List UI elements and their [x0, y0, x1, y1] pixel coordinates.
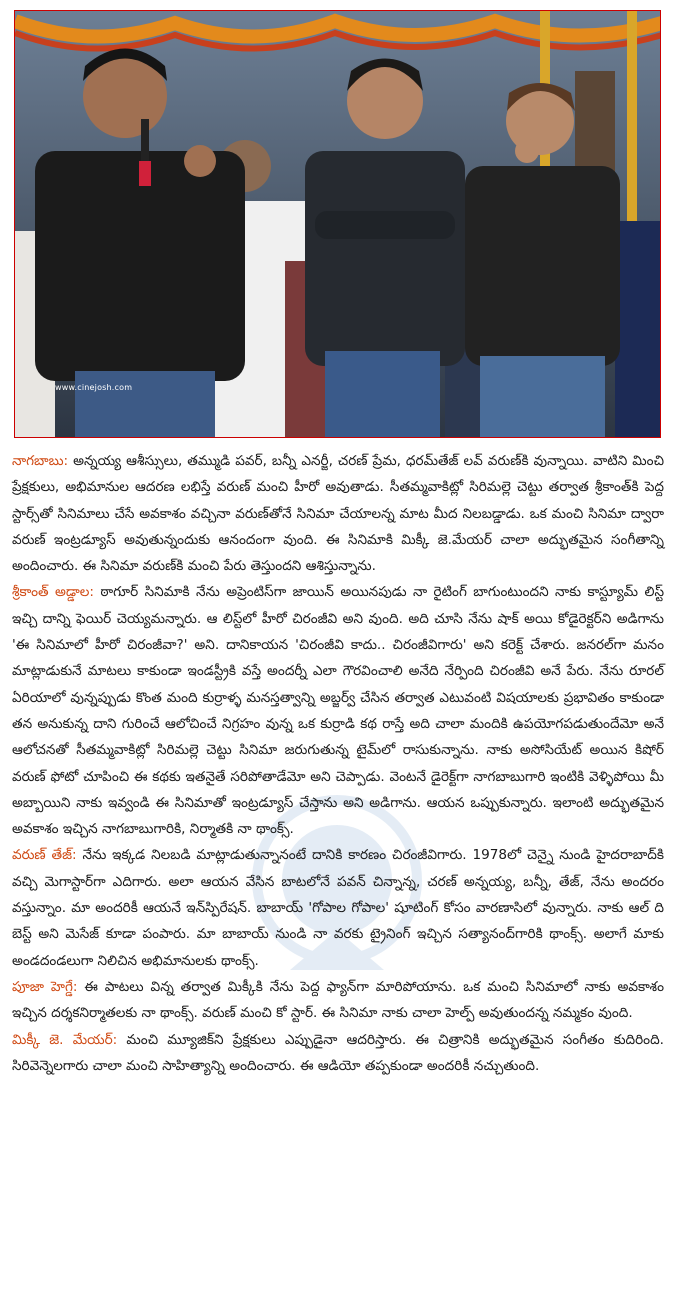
speaker-name: శ్రీకాంత్‌ అడ్డాల:: [12, 584, 94, 601]
article-body: [12, 448, 664, 1079]
paragraph-srikanth-addala: [12, 579, 664, 842]
event-photo-illustration: [15, 11, 661, 438]
speaker-name: మిక్కీ జె. మేయర్‌:: [12, 1031, 118, 1048]
speaker-name: నాగబాబు:: [12, 453, 69, 469]
paragraph-pooja-hegde: [12, 974, 664, 1027]
paragraph-nagababu: [12, 448, 664, 579]
photo-watermark: www.cinejosh.com: [55, 383, 133, 392]
paragraph-text: నేను ఇక్కడ నిలబడి మాట్లాడుతున్నానంటే దానికి కారణం చిరంజీవిగారు. 1978లో చెన్నై నుండి హైదరాబాద్‌కి వచ్చి మెగాస్టార్‌గా ఎదిగారు. అలా ఆయన వేసిన బాటలోనే పవన్‌ చిన్నాన్న, చరణ్‌ అన్నయ్య, బన్నీ, తేజ్‌, నేను అందరం వస్తున్నాం. మా అందరికీ ఆయనే ఇన్‌స్పిరేషన్‌. బాబాయ్‌ 'గోపాల గోపాల' షూటింగ్‌ కోసం వారణాసిలో వున్నారు. నాకు ఆల్‌ ది బెస్ట్‌ అని మెసేజ్‌ కూడా పంపారు. మా బాబాయ్‌ నుండి నా వరకు ట్రైనింగ్‌ ఇచ్చిన సత్యానంద్‌గారికి థాంక్స్‌. అలాగే మాకు అండదండలుగా నిలిచిన అభిమానులకు థాంక్స్‌.: [12, 847, 664, 969]
speaker-name: వరుణ్‌ తేజ్‌:: [12, 847, 77, 864]
paragraph-text: ఠాగూర్‌ సినిమాకి నేను అప్రెంటిస్‌గా జాయిన్‌ అయినపుడు నా రైటింగ్‌ బాగుంటుందని నాకు కాస్ట్యూమ్‌ లిస్ట్‌ ఇచ్చి దాన్ని ఫెయిర్‌ చెయ్యమన్నారు. ఆ లిస్ట్‌లో హీరో చిరంజీవి అని వుంది. అది చూసి నేను షాక్‌ అయి కోడైరెక్టర్‌ని అడిగాను 'ఈ సినిమాలో హీరో చిరంజీవా?' అని. దానికాయన 'చిరంజీవి కాదు.. చిరంజీవిగారు' అని కరెక్ట్‌ చేశారు. జనరల్‌గా మనం మాట్లాడుకునే మాటలు కాకుండా ఇండస్ట్రీకి వస్తే అందర్నీ ఎలా గౌరవించాలి అనేది నేర్పింది చిరంజీవి అనే పేరు. నేను రూరల్‌ ఏరియాలో వున్నప్పుడు కొంత మంది కుర్రాళ్ళ మనస్తత్వాన్ని అబ్జర్వ్‌ చేసిన తర్వాత ఎటువంటి విషయాలకు ప్రభావితం కాకుండా తన అనుకున్న దాని గురించే ఆలోచించే నిగ్రహం వున్న ఒక కుర్రాడి కథ రాస్తే అది చాలా మందికి ఉపయోగపడుతుందేమో అనే ఆలోచనతో సీతమ్మవాకిట్లో సిరిమల్లె చెట్టు సినిమా జరుగుతున్న టైమ్‌లో రాసుకున్నాను. నాకు అసోసియేట్‌ అయిన కిషోర్‌ వరుణ్‌ ఫోటో చూపించి ఈ కథకు ఇతనైతే సరిపోతాడేమో అని చెప్పాడు. వెంటనే డైరెక్ట్‌గా నాగబాబుగారి ఇంటికి వెళ్ళిపోయి మీ అబ్బాయిని నాకు ఇవ్వండి ఈ సినిమాతో ఇంట్రడ్యూస్‌ చేస్తాను అని అడిగాను. ఆయన ఒప్పుకున్నారు. ఇలాంటి అద్భుతమైన అవకాశం ఇచ్చిన నాగబాబుగారికి, నిర్మాతకి నా థాంక్స్‌.: [12, 584, 664, 838]
paragraph-text: మంచి మ్యూజిక్‌ని ప్రేక్షకులు ఎప్పుడైనా ఆదరిస్తారు. ఈ చిత్రానికి అద్భుతమైన సంగీతం కుదిరింది. సిరివెన్నెలగారు చాలా మంచి సాహిత్యాన్ని అందించారు. ఈ ఆడియో తప్పకుండా అందరికీ నచ్చుతుంది.: [12, 1031, 664, 1074]
paragraph-text: ఈ పాటలు విన్న తర్వాత మిక్కీకి నేను పెద్ద ఫ్యాన్‌గా మారిపోయాను. ఒక మంచి సినిమాలో నాకు అవకాశం ఇచ్చిన దర్శకనిర్మాతలకు నా థాంక్స్‌. వరుణ్‌ మంచి కో స్టార్‌. ఈ సినిమా నాకు చాలా హెల్ప్‌ అవుతుందన్న నమ్మకం వుంది.: [12, 978, 664, 1022]
paragraph-varun-tej: [12, 842, 664, 973]
paragraph-text: అన్నయ్య ఆశీస్సులు, తమ్ముడి పవర్‌, బన్నీ ఎనర్జీ, చరణ్‌ ప్రేమ, ధరమ్‌తేజ్‌ లవ్‌ వరుణ్‌కి వున్నాయి. వాటిని మించి ప్రేక్షకులు, అభిమానుల ఆదరణ లభిస్తే వరుణ్‌ మంచి హీరో అవుతాడు. సీతమ్మవాకిట్లో సిరిమల్లె చెట్టు తర్వాత శ్రీకాంత్‌కి పెద్ద స్టార్స్‌తో సినిమాలు చేసే అవకాశం వచ్చినా వరుణ్‌తోనే సినిమా చేయాలన్న మాట మీద నిలబడ్డాడు. ఒక మంచి సినిమా ద్వారా వరుణ్‌ ఇంట్రడ్యూస్‌ అవుతున్నందుకు ఆనందంగా వుంది. ఈ సినిమాకి మిక్కీ జె.మేయర్‌ చాలా అద్భుతమైన సంగీతాన్ని అందించారు. ఈ సినిమా వరుణ్‌కి మంచి పేరు తెస్తుందని ఆశిస్తున్నాను.: [12, 453, 664, 575]
paragraph-mickey-j-meyer: [12, 1027, 664, 1080]
event-photo: [14, 10, 661, 438]
speaker-name: పూజా హెగ్డే:: [12, 978, 78, 995]
